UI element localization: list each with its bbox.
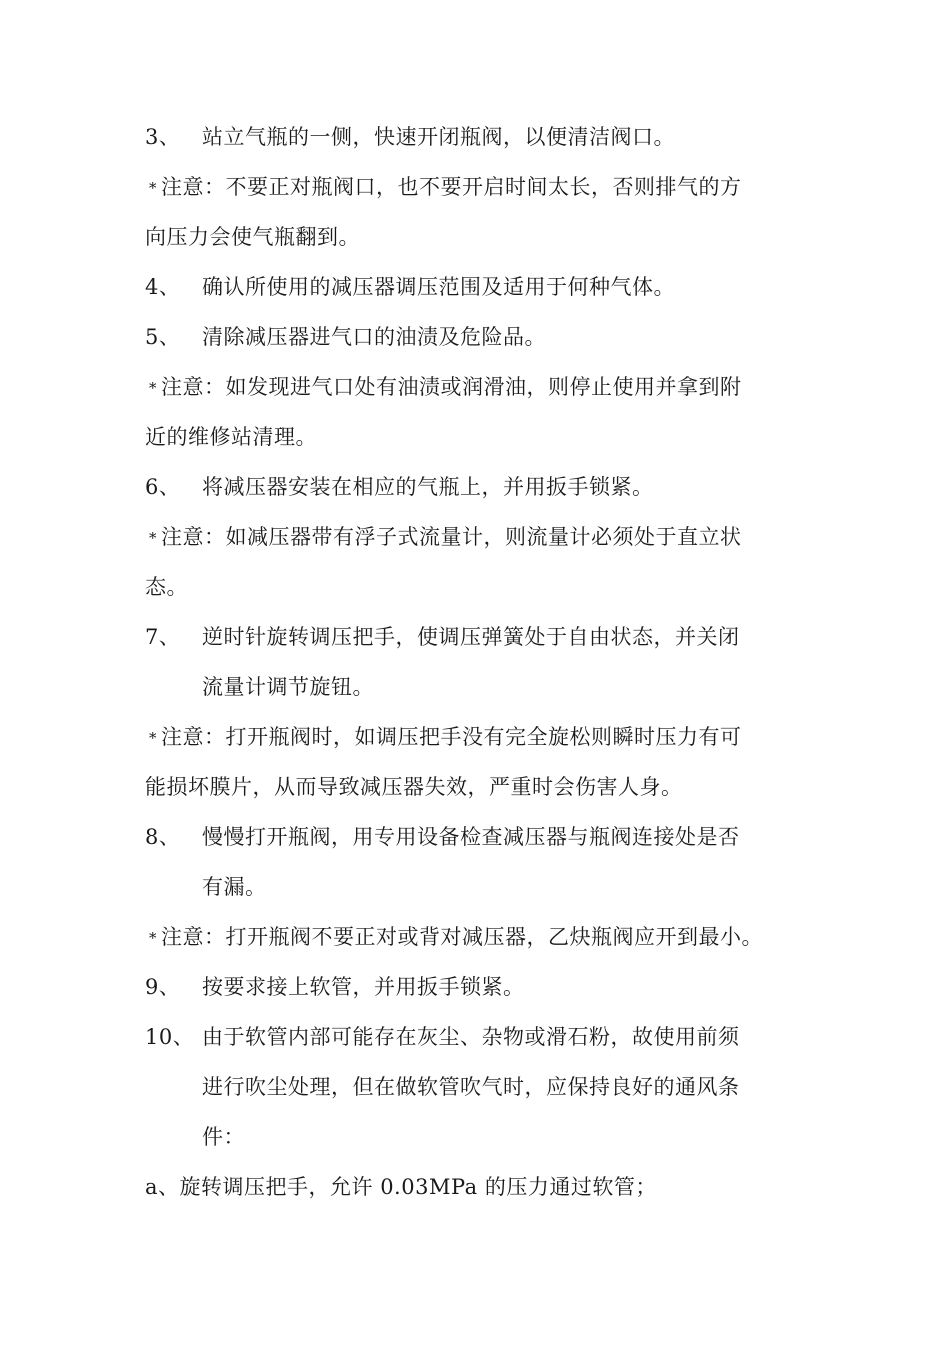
note-star: * [149, 729, 157, 747]
note-star: * [149, 179, 157, 197]
sub-item-a: a、旋转调压把手，允许 0.03MPa 的压力通过软管； [145, 1175, 657, 1199]
item-text: 按要求接上软管，并用扳手锁紧。 [202, 975, 525, 999]
list-item-4 [145, 262, 810, 312]
note-star: * [149, 929, 157, 947]
list-item-5 [145, 312, 810, 362]
list-item-7-continuation: 流量计调节旋钮。 [202, 675, 374, 699]
list-item-10-continuation: 件： [202, 1125, 245, 1149]
item-text: 确认所使用的减压器调压范围及适用于何种气体。 [202, 275, 675, 299]
item-text: 逆时针旋转调压把手，使调压弹簧处于自由状态，并关闭 [202, 625, 740, 649]
document-body [145, 112, 810, 1212]
item-number: 9、 [145, 975, 181, 999]
list-item-9 [145, 962, 810, 1012]
item-number: 5、 [145, 325, 181, 349]
note-2-continuation: 近的维修站清理。 [145, 425, 317, 449]
list-item-10-continuation: 进行吹尘处理，但在做软管吹气时，应保持良好的通风条 [202, 1075, 740, 1099]
note-text: 注意：打开瓶阀不要正对或背对减压器，乙炔瓶阀应开到最小。 [161, 925, 763, 949]
note-3 [145, 512, 810, 562]
item-number: 10、 [145, 1025, 195, 1049]
note-4 [145, 712, 810, 762]
note-5 [145, 912, 810, 962]
item-text: 慢慢打开瓶阀，用专用设备检查减压器与瓶阀连接处是否 [202, 825, 740, 849]
item-text: 由于软管内部可能存在灰尘、杂物或滑石粉，故使用前须 [202, 1025, 740, 1049]
list-item-3 [145, 112, 810, 162]
item-text: 清除减压器进气口的油渍及危险品。 [202, 325, 546, 349]
note-1 [145, 162, 810, 212]
note-1-continuation: 向压力会使气瓶翻到。 [145, 225, 360, 249]
note-text: 注意：不要正对瓶阀口，也不要开启时间太长，否则排气的方 [161, 175, 742, 199]
item-number: 7、 [145, 625, 181, 649]
item-text: 站立气瓶的一侧，快速开闭瓶阀，以便清洁阀口。 [202, 125, 675, 149]
note-text: 注意：如减压器带有浮子式流量计，则流量计必须处于直立状 [161, 525, 742, 549]
note-2 [145, 362, 810, 412]
note-text: 注意：如发现进气口处有油渍或润滑油，则停止使用并拿到附 [161, 375, 742, 399]
item-number: 6、 [145, 475, 181, 499]
note-text: 注意：打开瓶阀时，如调压把手没有完全旋松则瞬时压力有可 [161, 725, 742, 749]
list-item-6 [145, 462, 810, 512]
item-text: 将减压器安装在相应的气瓶上，并用扳手锁紧。 [202, 475, 654, 499]
list-item-8 [145, 812, 810, 862]
list-item-8-continuation: 有漏。 [202, 875, 267, 899]
item-number: 8、 [145, 825, 181, 849]
note-3-continuation: 态。 [145, 575, 188, 599]
list-item-10 [145, 1012, 810, 1062]
note-4-continuation: 能损坏膜片，从而导致减压器失效，严重时会伤害人身。 [145, 775, 683, 799]
list-item-7 [145, 612, 810, 662]
note-star: * [149, 379, 157, 397]
note-star: * [149, 529, 157, 547]
item-number: 3、 [145, 125, 181, 149]
item-number: 4、 [145, 275, 181, 299]
